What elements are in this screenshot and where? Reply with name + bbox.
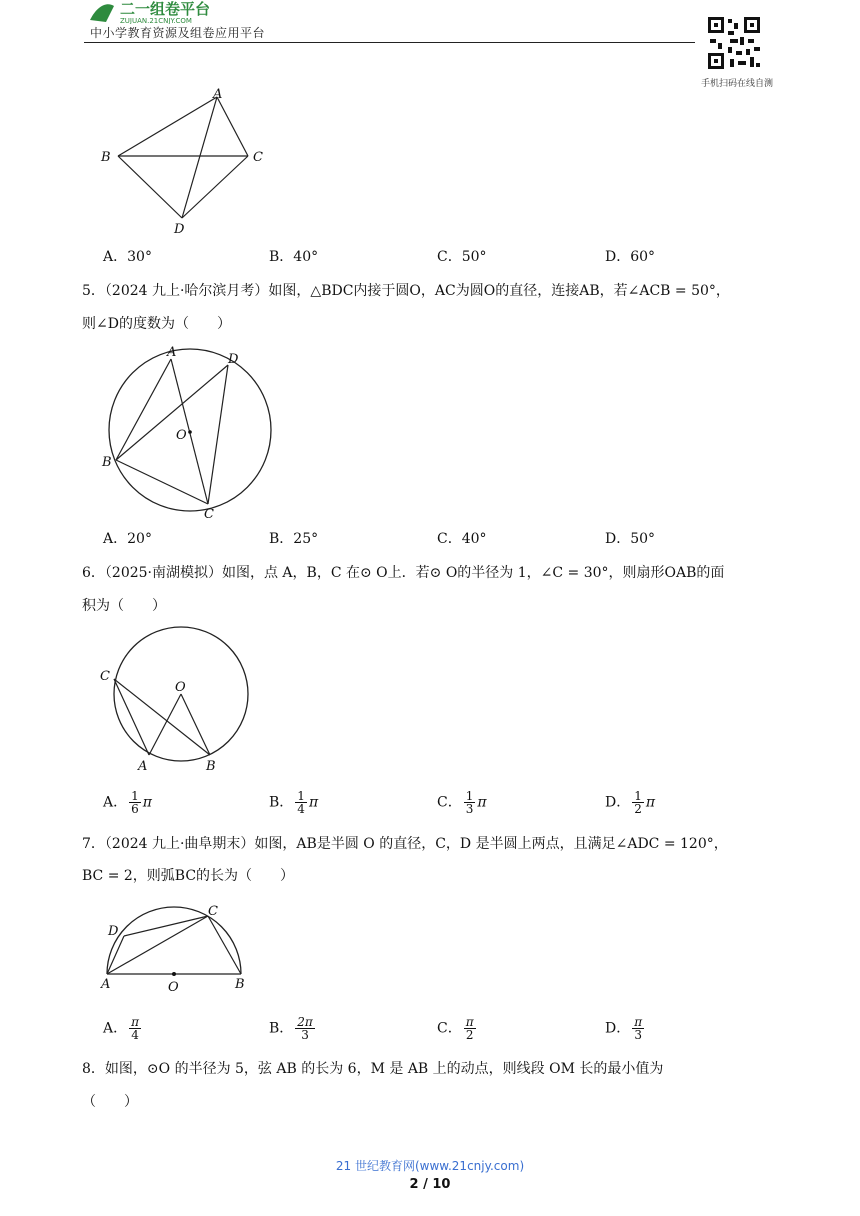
q6-label-b: B [206, 759, 216, 774]
q7-option-a[interactable]: A． $\frac{\pi}{4}$ [103, 1015, 140, 1042]
q7-stem-line1: 7．（2024 九上·曲阜期末）如图，AB是半圆 O 的直径，C，D 是半圆上两点，且满足∠ADC = 120°， [82, 836, 728, 852]
figure-q5 [96, 342, 286, 522]
q5-option-d[interactable]: D．50° [605, 531, 656, 547]
q5-option-b[interactable]: B．25° [269, 531, 319, 547]
qr-code-icon[interactable] [706, 15, 762, 71]
q4-option-a[interactable]: A．30° [103, 249, 152, 265]
q7-option-b[interactable]: B． $\frac{2\pi}{3}$ [269, 1015, 313, 1042]
q7-label-o: O [168, 980, 179, 995]
q7-label-a: A [101, 977, 111, 992]
q5-option-c[interactable]: C．40° [437, 531, 487, 547]
q4-option-b[interactable]: B．40° [269, 249, 319, 265]
header-divider [84, 42, 695, 43]
q4-option-c[interactable]: C．50° [437, 249, 487, 265]
q8-stem-line2: （ ） [82, 1094, 138, 1110]
qr-caption: 手机扫码在线自测 [700, 79, 773, 89]
q6-option-b[interactable]: B． $\frac{1}{4}$ π [269, 789, 319, 816]
q6-stem-line1: 6．（2025·南湖模拟）如图，点 A，B，C 在⊙ O上．若⊙ O的半径为 1，∠C = 30°，则扇形OAB的面 [82, 565, 725, 581]
q5-label-d: D [228, 352, 239, 367]
q6-option-c[interactable]: C． $\frac{1}{3}$ π [437, 789, 487, 816]
q7-label-b: B [235, 977, 245, 992]
q5-label-o: O [176, 428, 187, 443]
q8-stem-line1: 8．如图，⊙O 的半径为 5，弦 AB 的长为 6，M 是 AB 上的动点，则线段 OM 长的最小值为 [82, 1061, 664, 1077]
q7-label-d: D [108, 924, 119, 939]
q5-label-c: C [204, 507, 214, 522]
q6-label-a: A [138, 759, 148, 774]
footer-site-link[interactable]: 21 世纪教育网(www.21cnjy.com) [335, 1159, 525, 1173]
q4-option-d[interactable]: D．60° [605, 249, 656, 265]
q6-option-a[interactable]: A． $\frac{1}{6}$ π [103, 789, 152, 816]
q5-label-b: B [102, 455, 112, 470]
q5-stem-line2: 则∠D的度数为（ ） [82, 316, 231, 332]
fig4-label-b: B [101, 150, 111, 165]
q7-option-d[interactable]: D． $\frac{\pi}{3}$ [605, 1015, 643, 1042]
fig4-label-a: A [213, 87, 223, 102]
q7-stem-line2: BC = 2，则弧BC的长为（ ） [82, 868, 295, 884]
q7-option-c[interactable]: C． $\frac{\pi}{2}$ [437, 1015, 474, 1042]
q6-option-d[interactable]: D． $\frac{1}{2}$ π [605, 789, 656, 816]
q7-label-c: C [208, 904, 218, 919]
q5-stem-line1: 5．（2024 九上·哈尔滨月考）如图，△BDC内接于圆O，AC为圆O的直径，连接AB，若∠ACB = 50°， [82, 283, 730, 299]
q6-stem-line2: 积为（ ） [82, 598, 166, 614]
page-number: 2 / 10 [409, 1177, 451, 1192]
q5-option-a[interactable]: A．20° [103, 531, 152, 547]
q6-label-o: O [175, 680, 186, 695]
platform-text: 中小学教育资源及组卷应用平台 [90, 26, 266, 40]
logo-sub: ZUJUAN.21CNJY.COM [120, 17, 192, 24]
fig4-label-d: D [174, 222, 185, 234]
q6-label-c: C [100, 669, 110, 684]
q5-label-a: A [167, 345, 177, 360]
figure-q4 [96, 84, 276, 234]
figure-q6 [96, 622, 266, 782]
fig4-label-c: C [253, 150, 263, 165]
logo-brand: 二一组卷平台 [120, 0, 211, 18]
figure-q7 [96, 898, 266, 998]
logo [88, 0, 278, 24]
logo-runner-icon [90, 4, 114, 22]
